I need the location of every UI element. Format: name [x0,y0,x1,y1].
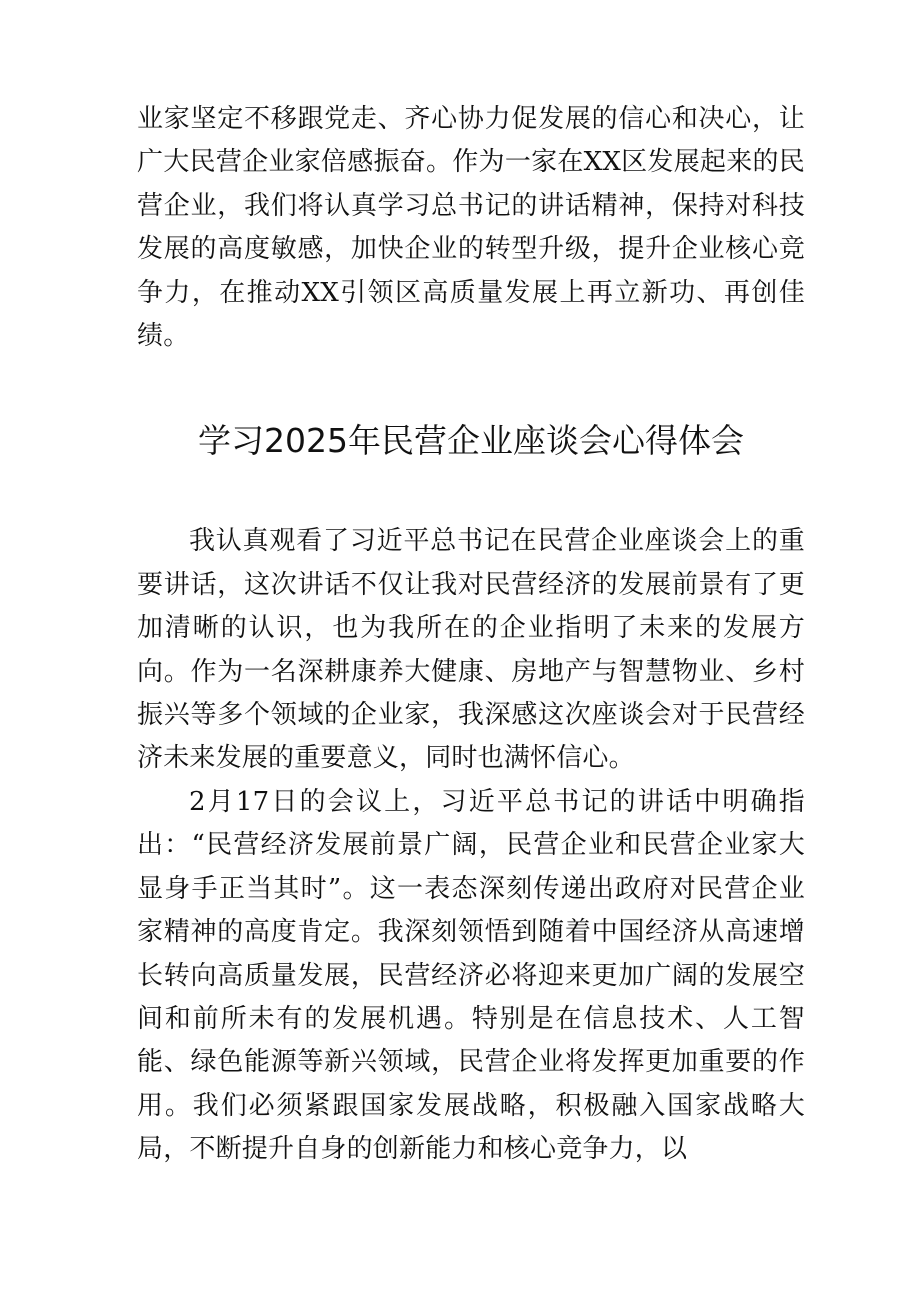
body-paragraph-2: 2月17日的会议上，习近平总书记的讲话中明确指出：“民营经济发展前景广阔，民营企业和民营企业家大显身手正当其时”。这一表态深刻传递出政府对民营企业家精神的高度肯定。我深刻领悟到随着中国经济从高速增长转向高质量发展，民营经济必将迎来更加广阔的发展空间和前所未有的发展机遇。特别是在信息技术、人工智能、绿色能源等新兴领域，民营企业将发挥更加重要的作用。我们必须紧跟国家发展战略，积极融入国家战略大局，不断提升自身的创新能力和核心竞争力，以 [137,786,805,1165]
document-content [137,98,805,1172]
article-title: 学习2025年民营企业座谈会心得体会 [198,421,744,461]
continued-paragraph: 业家坚定不移跟党走、齐心协力促发展的信心和决心，让广大民营企业家倍感振奋。作为一家在XX区发展起来的民营企业，我们将认真学习总书记的讲话精神，保持对科技发展的高度敏感，加快企业的转型升级，提升企业核心竞争力，在推动XX引领区高质量发展上再立新功、再创佳绩。 [137,104,805,352]
body-paragraph-1: 我认真观看了习近平总书记在民营企业座谈会上的重要讲话，这次讲话不仅让我对民营经济的发展前景有了更加清晰的认识，也为我所在的企业指明了未来的发展方向。作为一名深耕康养大健康、房地产与智慧物业、乡村振兴等多个领域的企业家，我深感这次座谈会对于民营经济未来发展的重要意义，同时也满怀信心。 [137,526,805,774]
